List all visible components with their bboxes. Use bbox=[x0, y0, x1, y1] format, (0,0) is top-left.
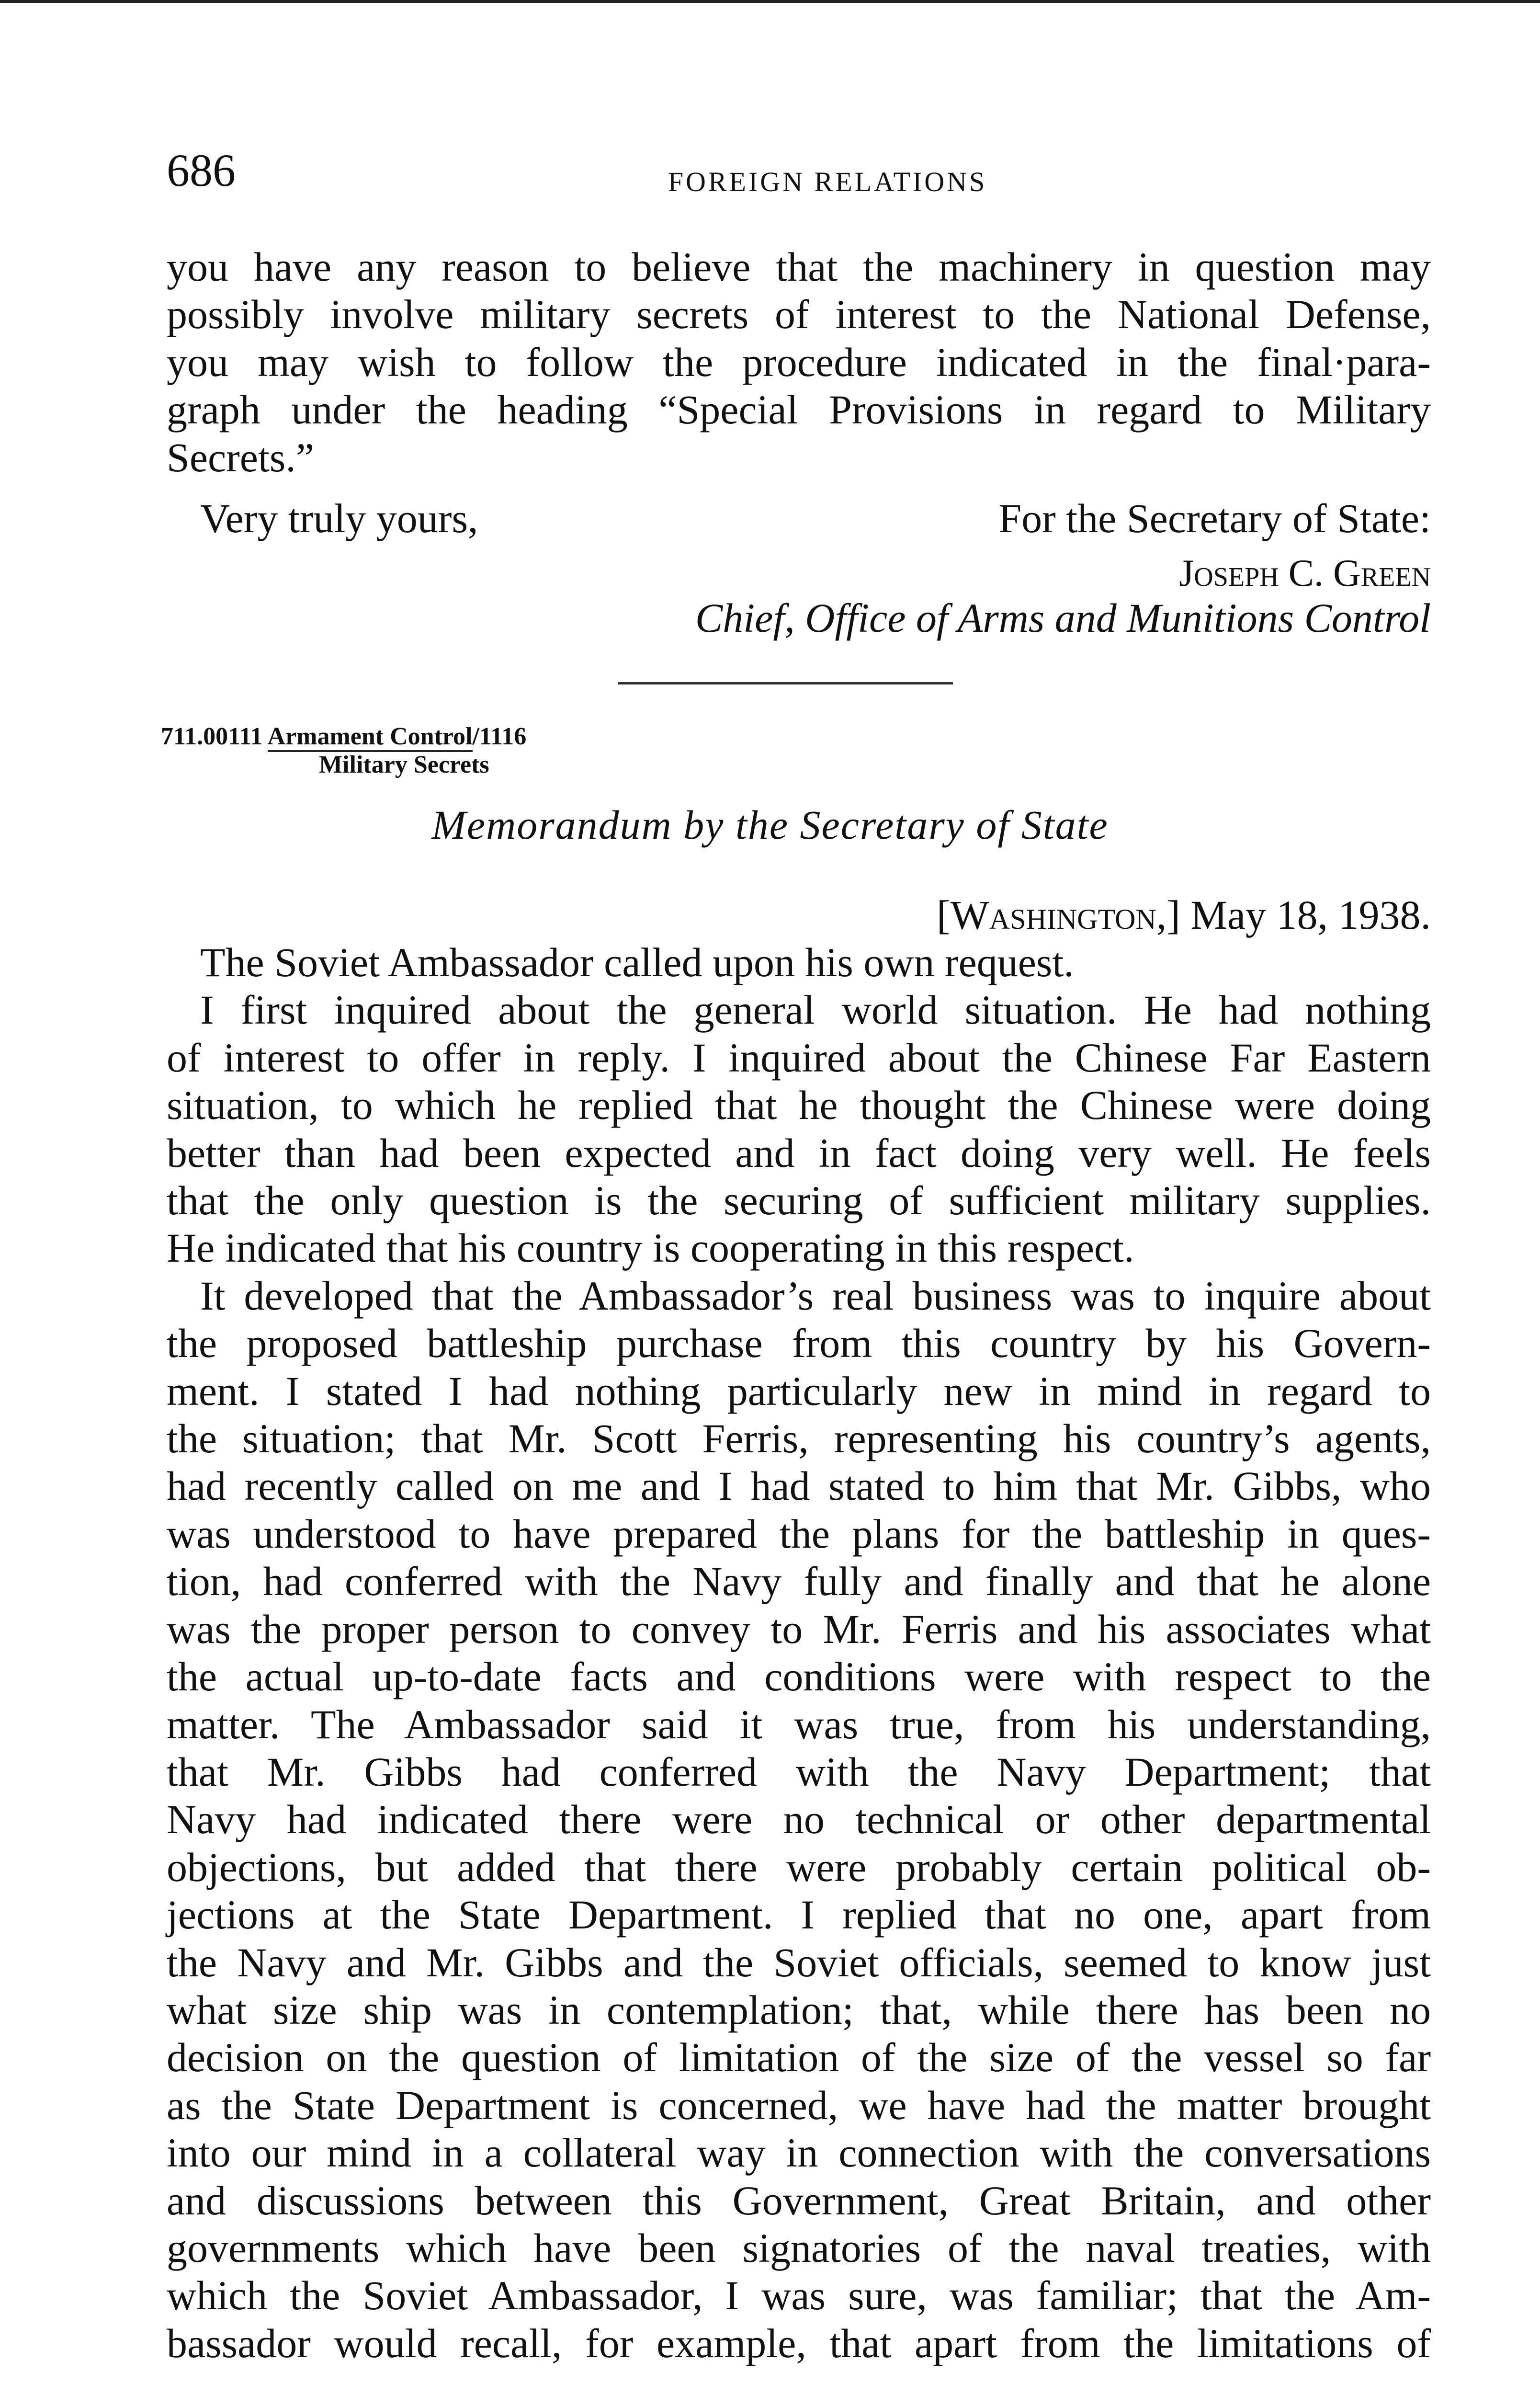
memo-title: Memorandum by the Secretary of State bbox=[431, 802, 1109, 848]
text-line: was understood to have prepared the plans for the battleship in ques- bbox=[167, 1510, 1431, 1557]
file-ref-suffix: /1116 bbox=[472, 723, 527, 750]
file-ref-subcategory: Military Secrets bbox=[319, 751, 489, 778]
text-line: decision on the question of limitation of the size of the vessel so far bbox=[167, 2034, 1431, 2081]
signer-title: Chief, Office of Arms and Munitions Control bbox=[695, 595, 1431, 641]
text-line: He indicated that his country is cooperating in this respect. bbox=[167, 1225, 1134, 1271]
text-line: that the only question is the securing of sufficient military supplies. bbox=[167, 1177, 1431, 1224]
text-line: governments which have been signatories of the naval treaties, with bbox=[167, 2224, 1431, 2271]
text-line: you may wish to follow the procedure indicated in the final·para- bbox=[167, 339, 1431, 385]
text-line: The Soviet Ambassador called upon his own request. bbox=[200, 939, 1074, 985]
text-line: that Mr. Gibbs had conferred with the Navy Department; that bbox=[167, 1748, 1431, 1795]
text-line: I first inquired about the general world situation. He had nothing bbox=[200, 987, 1431, 1033]
text-line: It developed that the Ambassador’s real business was to inquire about bbox=[200, 1272, 1431, 1319]
dateline: [Washington,] May 18, 1938. bbox=[937, 892, 1431, 938]
dateline-place: Washington, bbox=[950, 892, 1167, 938]
file-reference bbox=[161, 722, 526, 779]
text-line: the situation; that Mr. Scott Ferris, representing his country’s agents, bbox=[167, 1415, 1431, 1462]
text-line: Navy had indicated there were no technical or other departmental bbox=[167, 1796, 1431, 1843]
text-line: bassador would recall, for example, that apart from the limitations of bbox=[167, 2320, 1431, 2366]
text-line: better than had been expected and in fact doing very well. He feels bbox=[167, 1129, 1431, 1176]
top-edge-rule bbox=[0, 0, 1540, 3]
text-line: jections at the State Department. I replied that no one, apart from bbox=[167, 1892, 1431, 1938]
text-line: of interest to offer in reply. I inquired about the Chinese Far Eastern bbox=[167, 1034, 1431, 1081]
text-line: you have any reason to believe that the machinery in question may bbox=[167, 244, 1431, 290]
page-number: 686 bbox=[167, 145, 236, 196]
text-line: which the Soviet Ambassador, I was sure, was familiar; that the Am- bbox=[167, 2272, 1431, 2319]
letter-continuation bbox=[167, 243, 1431, 481]
text-line: the Navy and Mr. Gibbs and the Soviet officials, seemed to know just bbox=[167, 1939, 1431, 1985]
memo-body bbox=[167, 939, 1431, 2367]
file-ref-category: Armament Control bbox=[268, 723, 473, 752]
file-ref-number: 711.00111 bbox=[161, 723, 268, 750]
text-line: was the proper person to convey to Mr. Ferris and his associates what bbox=[167, 1606, 1431, 1652]
text-line: situation, to which he replied that he thought the Chinese were doing bbox=[167, 1082, 1431, 1129]
dateline-date: May 18, 1938. bbox=[1190, 892, 1431, 938]
text-line: ment. I stated I had nothing particularly new in mind in regard to bbox=[167, 1368, 1431, 1414]
text-line: as the State Department is concerned, we have had the matter brought bbox=[167, 2082, 1431, 2128]
text-line: possibly involve military secrets of interest to the National Defense, bbox=[167, 291, 1431, 338]
text-line: Secrets.” bbox=[167, 434, 315, 480]
running-head: FOREIGN RELATIONS bbox=[668, 166, 987, 197]
section-divider bbox=[618, 682, 953, 684]
text-line: tion, had conferred with the Navy fully and finally and that he alone bbox=[167, 1558, 1431, 1605]
page-header bbox=[167, 144, 1431, 211]
text-line: and discussions between this Government, Great Britain, and other bbox=[167, 2177, 1431, 2224]
text-line: objections, but added that there were probably certain political ob- bbox=[167, 1844, 1431, 1890]
closing: Very truly yours, bbox=[200, 495, 478, 541]
text-line: matter. The Ambassador said it was true, from his understanding, bbox=[167, 1701, 1431, 1747]
signer-name: Joseph C. Green bbox=[1179, 552, 1431, 594]
text-line: the proposed battleship purchase from this country by his Govern- bbox=[167, 1320, 1431, 1367]
text-line: into our mind in a collateral way in connection with the conversations bbox=[167, 2130, 1431, 2176]
text-line: what size ship was in contemplation; that, while there has been no bbox=[167, 1986, 1431, 2033]
text-line: had recently called on me and I had stated to him that Mr. Gibbs, who bbox=[167, 1463, 1431, 1509]
text-line: the actual up-to-date facts and conditions were with respect to the bbox=[167, 1654, 1431, 1700]
text-line: graph under the heading “Special Provisions in regard to Military bbox=[167, 387, 1431, 433]
for-secretary-line: For the Secretary of State: bbox=[998, 495, 1431, 541]
